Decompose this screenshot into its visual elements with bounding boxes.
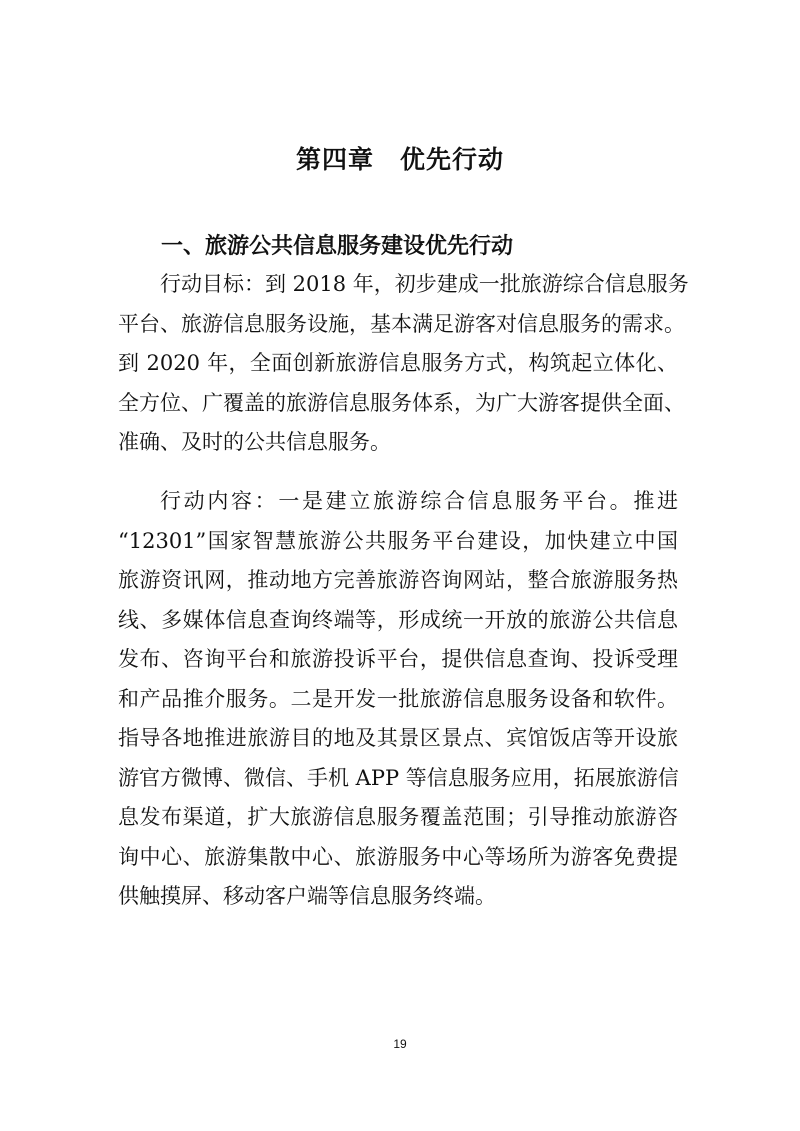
- chapter-title: 第四章 优先行动: [295, 145, 504, 174]
- paragraph-line: 供触摸屏、移动客户端等信息服务终端。: [118, 884, 496, 908]
- section-heading: 一、旅游公共信息服务建设优先行动: [161, 234, 514, 259]
- paragraph-line: 平台、旅游信息服务设施，基本满足游客对信息服务的需求。: [118, 311, 685, 336]
- paragraph-line: 旅游资讯网，推动地方完善旅游咨询网站，整合旅游服务热: [118, 568, 678, 592]
- paragraph-line: 息发布渠道，扩大旅游信息服务覆盖范围；引导推动旅游咨: [118, 805, 678, 829]
- paragraph-line: 全方位、广覆盖的旅游信息服务体系，为广大游客提供全面、: [118, 390, 685, 415]
- paragraph-line: 询中心、旅游集散中心、旅游服务中心等场所为游客免费提: [118, 844, 678, 869]
- paragraph-line: 到 2020 年，全面创新旅游信息服务方式，构筑起立体化、: [118, 351, 678, 375]
- paragraph-line: 线、多媒体信息查询终端等，形成统一开放的旅游公共信息: [118, 607, 678, 632]
- paragraph-line: 游官方微博、微信、手机 APP 等信息服务应用，拓展旅游信: [118, 765, 679, 790]
- paragraph-line: 指导各地推进旅游目的地及其景区景点、宾馆饭店等开设旅: [118, 726, 678, 750]
- paragraph-line: “12301”国家智慧旅游公共服务平台建设，加快建立中国: [118, 528, 678, 553]
- paragraph-line: 行动内容：一是建立旅游综合信息服务平台。推进: [160, 489, 678, 513]
- paragraph-line: 发布、咨询平台和旅游投诉平台，提供信息查询、投诉受理: [118, 647, 678, 671]
- paragraph-line: 行动目标：到 2018 年，初步建成一批旅游综合信息服务: [160, 272, 689, 296]
- paragraph-line: 准确、及时的公共信息服务。: [118, 430, 391, 454]
- paragraph-action-content: [118, 482, 678, 917]
- paragraph-line: 和产品推介服务。二是开发一批旅游信息服务设备和软件。: [118, 686, 678, 711]
- page-number: 19: [393, 1037, 407, 1051]
- paragraph-action-goal: [118, 265, 689, 463]
